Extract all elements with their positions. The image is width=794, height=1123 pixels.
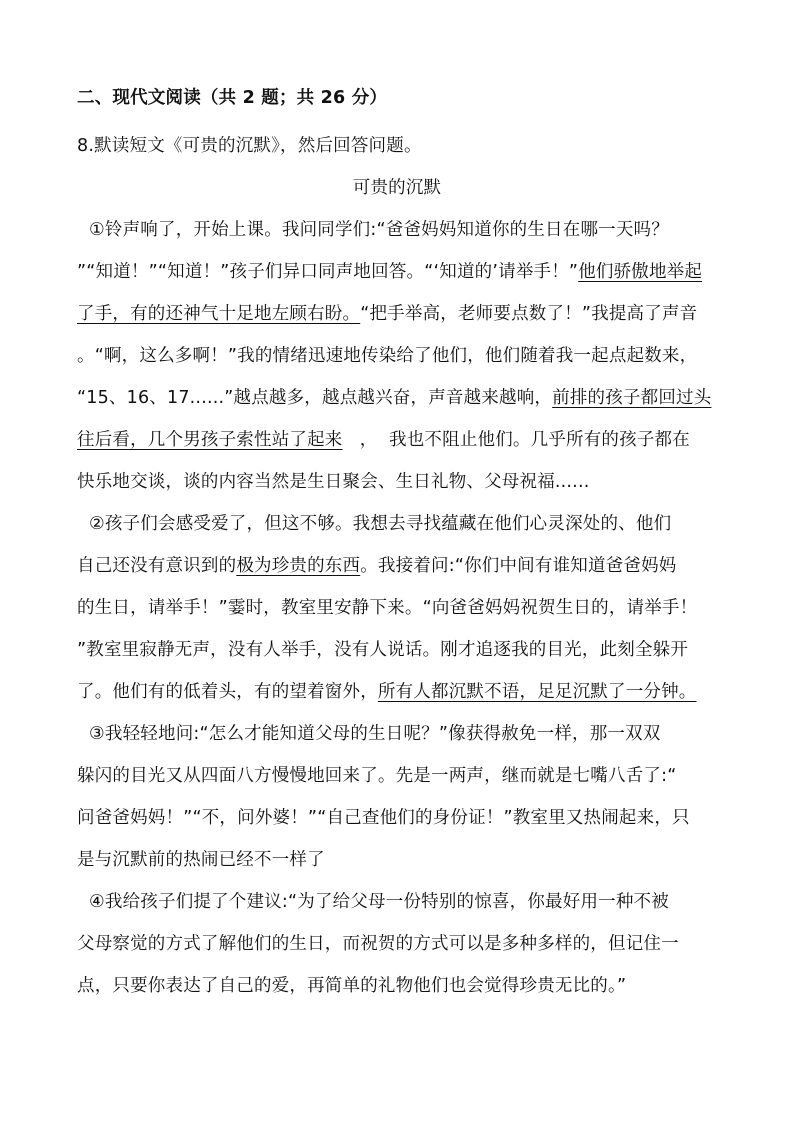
- section-heading: 二、现代文阅读（共 2 题；共 26 分）: [77, 88, 388, 108]
- p2-line-2-text: 自己还没有意识到的: [77, 556, 237, 576]
- p3-line-4: 是与沉默前的热闹已经不一样了: [77, 850, 325, 870]
- p1-line-6: [77, 428, 727, 452]
- p1-line-2-text: ”“知道！”“知道！”孩子们异口同声地回答。“‘知道的’请举手！”: [77, 262, 579, 282]
- p2-line-5: [77, 680, 727, 704]
- p3-line-3: 问爸爸妈妈！”“不，问外婆！”“自己查他们的身份证！”教室里又热闹起来，只: [77, 808, 690, 828]
- underlined-phrase: 往后看，几个男孩子索性站了起来: [77, 430, 343, 450]
- p2-line-2: [77, 554, 727, 578]
- p3-line-1: ③我轻轻地问:“怎么才能知道父母的生日呢？”像获得赦免一样，那一双双: [89, 724, 661, 744]
- p1-line-4: 。“啊，这么多啊！”我的情绪迅速地传染给了他们，他们随着我一起点起数来，: [77, 346, 698, 366]
- p4-line-3: 点，只要你表达了自己的爱，再简单的礼物他们也会觉得珍贵无比的。”: [77, 976, 627, 996]
- p1-line-3-text: “把手举高，老师要点数了！”我提高了声音: [360, 304, 698, 324]
- p1-line-7: 快乐地交谈，谈的内容当然是生日聚会、生日礼物、父母祝福......: [77, 472, 590, 492]
- p2-line-1: ②孩子们会感受爱了，但这不够。我想去寻找蕴藏在他们心灵深处的、他们: [89, 514, 672, 534]
- question-prompt: 8.默读短文《可贵的沉默》，然后回答问题。: [77, 136, 422, 156]
- p1-line-3: [77, 302, 727, 326]
- p2-line-3: 的生日，请举手！”霎时，教室里安静下来。“向爸爸妈妈祝贺生日的，请举手！: [77, 598, 698, 618]
- underlined-phrase: 了手，有的还神气十足地左顾右盼。: [77, 304, 361, 324]
- underlined-phrase: 极为珍贵的东西: [236, 556, 361, 576]
- p3-line-2: 躲闪的目光又从四面八方慢慢地回来了。先是一两声，继而就是七嘴八舌了:“: [77, 766, 677, 786]
- underlined-phrase: 所有人都沉默不语，足足沉默了一分钟。: [377, 682, 697, 702]
- p2-line-5-text: 了。他们有的低着头，有的望着窗外，: [77, 682, 378, 702]
- p2-line-4: ”教室里寂静无声，没有人举手，没有人说话。刚才追逐我的目光，此刻全躲开: [77, 640, 689, 660]
- p1-line-1: ①铃声响了，开始上课。我问同学们:“爸爸妈妈知道你的生日在哪一天吗？: [89, 220, 669, 240]
- p2-line-2-text-end: 。我接着问:“你们中间有谁知道爸爸妈妈: [360, 556, 677, 576]
- p1-line-5-text: “15、16、17......”越点越多，越点越兴奋，声音越来越响，: [77, 388, 553, 408]
- p4-line-2: 父母察觉的方式了解他们的生日，而祝贺的方式可以是多种多样的，但记住一: [77, 934, 679, 954]
- p1-line-2: [77, 260, 727, 284]
- p1-line-5: [77, 386, 727, 410]
- p1-line-6-text: ， 我也不阻止他们。几乎所有的孩子都在: [342, 430, 690, 450]
- article-title: 可贵的沉默: [352, 178, 442, 198]
- p4-line-1: ④我给孩子们提了个建议:“为了给父母一份特别的惊喜，你最好用一种不被: [89, 892, 669, 912]
- underlined-phrase: 前排的孩子都回过头: [552, 388, 712, 408]
- underlined-phrase: 他们骄傲地举起: [578, 262, 703, 282]
